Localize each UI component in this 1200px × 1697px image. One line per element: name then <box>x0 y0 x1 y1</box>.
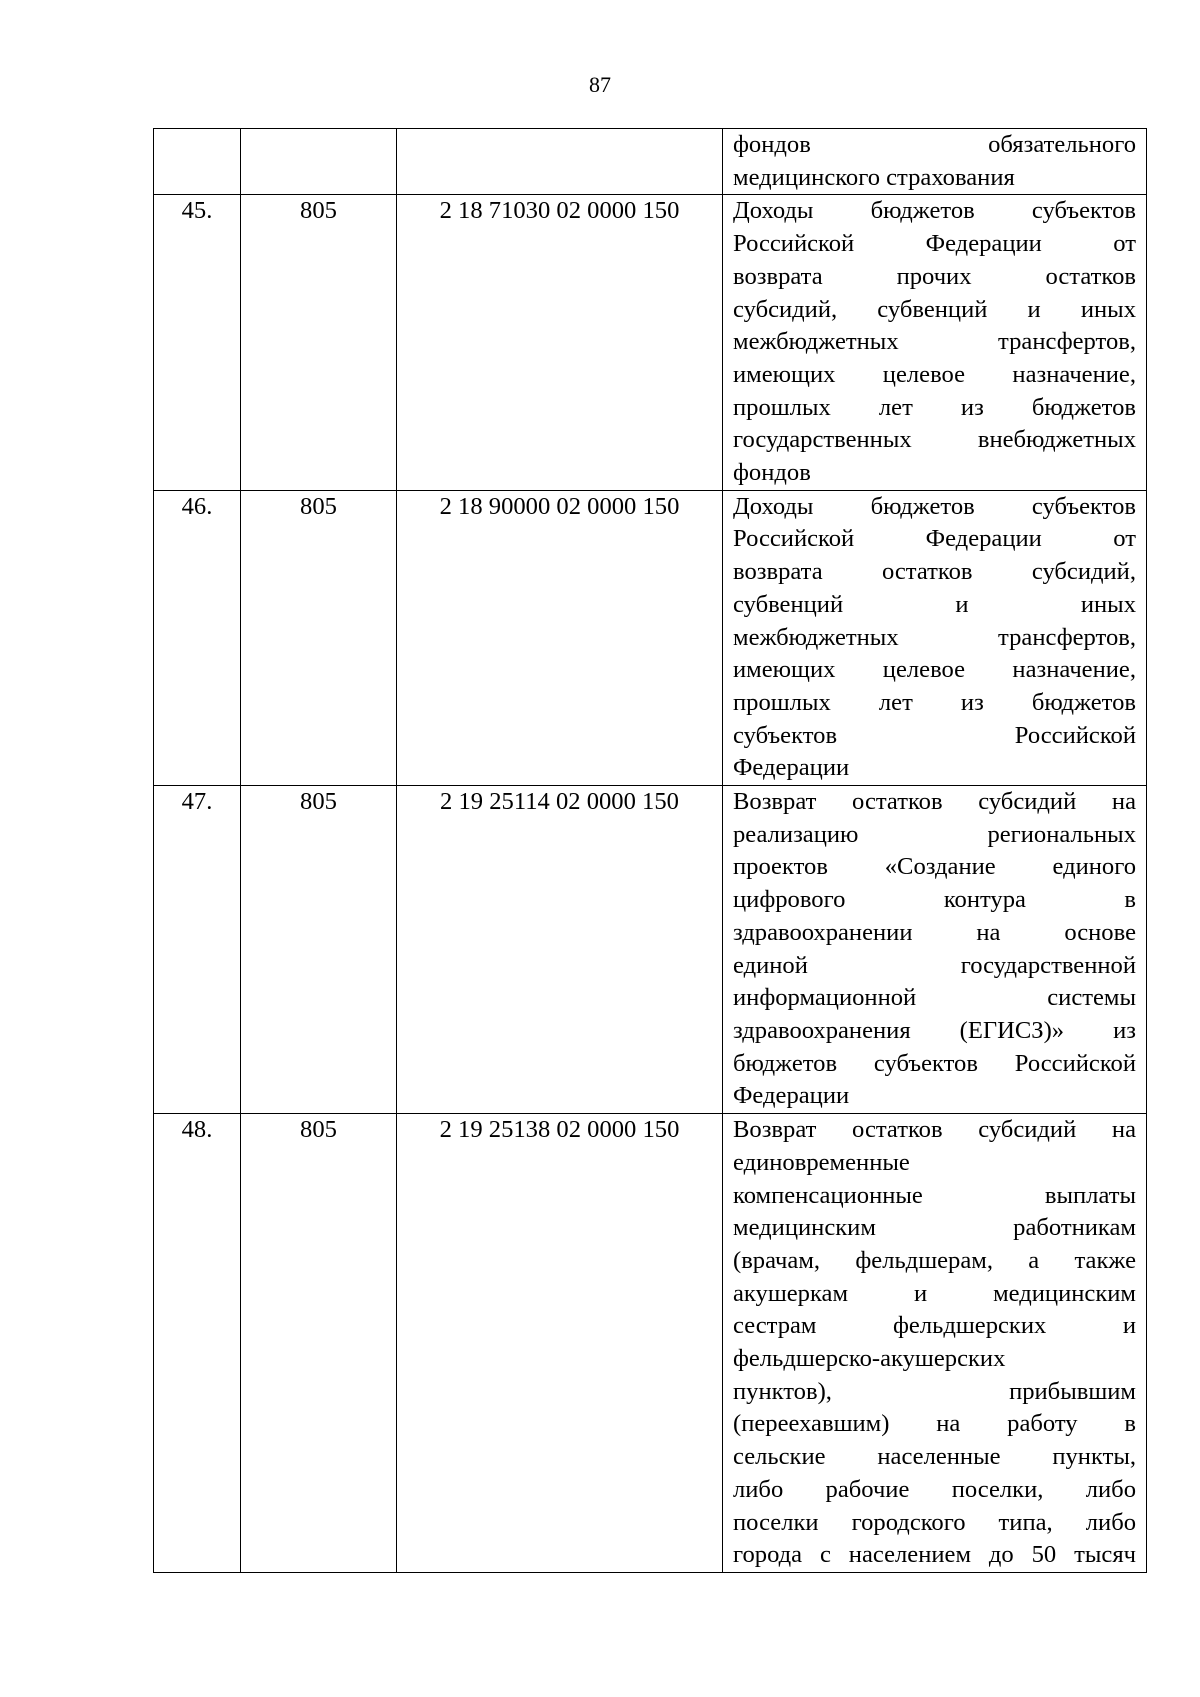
revenue-name-line: бюджетов субъектов Российской <box>733 1049 1136 1077</box>
table-row <box>154 786 1147 1114</box>
revenue-name-line: проектов «Создание единого <box>733 853 1136 881</box>
admin-code-cell: 805 <box>241 490 397 785</box>
revenue-name-line: субвенций и иных <box>733 590 1136 618</box>
table-row <box>154 490 1147 785</box>
revenue-name-line: имеющих целевое назначение, <box>733 360 1136 388</box>
revenue-name-cell <box>723 490 1147 785</box>
revenue-name-cell <box>723 786 1147 1114</box>
revenue-name-line: единовременные <box>733 1148 910 1176</box>
revenue-name-cell <box>723 129 1147 195</box>
revenue-name-line: цифрового контура в <box>733 886 1136 914</box>
revenue-name-line: (врачам, фельдшерам, а также <box>733 1246 1136 1274</box>
revenue-name-line: здравоохранении на основе <box>733 918 1136 946</box>
revenue-name-line: здравоохранения (ЕГИСЗ)» из <box>733 1016 1136 1044</box>
revenue-name-line: фондов <box>733 459 811 487</box>
admin-code-cell: 805 <box>241 786 397 1114</box>
revenue-name-line: единой государственной <box>733 951 1136 979</box>
revenue-name-line: медицинским работникам <box>733 1214 1136 1242</box>
revenue-name-line: сестрам фельдшерских и <box>733 1312 1136 1340</box>
revenue-name-line: компенсационные выплаты <box>733 1181 1136 1209</box>
budget-revenue-table <box>153 128 1147 1573</box>
revenue-name-line: прошлых лет из бюджетов <box>733 688 1136 716</box>
revenue-name-line: либо рабочие поселки, либо <box>733 1475 1136 1503</box>
budget-code-cell <box>397 129 723 195</box>
revenue-name-line: прошлых лет из бюджетов <box>733 393 1136 421</box>
budget-code-cell: 2 18 71030 02 0000 150 <box>397 195 723 490</box>
revenue-name-line: государственных внебюджетных <box>733 426 1136 454</box>
budget-code-cell: 2 19 25114 02 0000 150 <box>397 786 723 1114</box>
revenue-name-line: поселки городского типа, либо <box>733 1508 1136 1536</box>
row-number-cell <box>154 129 241 195</box>
admin-code-cell: 805 <box>241 1114 397 1573</box>
row-number-cell: 46. <box>154 490 241 785</box>
revenue-name-line: субсидий, субвенций и иных <box>733 295 1136 323</box>
row-number-cell: 48. <box>154 1114 241 1573</box>
row-number-cell: 45. <box>154 195 241 490</box>
revenue-name-line: Российской Федерации от <box>733 525 1136 553</box>
table-row <box>154 129 1147 195</box>
revenue-name-line: пунктов), прибывшим <box>733 1377 1136 1405</box>
revenue-name-line: информационной системы <box>733 984 1136 1012</box>
revenue-name-line: межбюджетных трансфертов, <box>733 328 1136 356</box>
revenue-name-line: субъектов Российской <box>733 721 1136 749</box>
table-row <box>154 1114 1147 1573</box>
revenue-name-line: имеющих целевое назначение, <box>733 656 1136 684</box>
revenue-name-cell <box>723 195 1147 490</box>
revenue-name-line: Доходы бюджетов субъектов <box>733 492 1136 520</box>
budget-code-cell: 2 18 90000 02 0000 150 <box>397 490 723 785</box>
table-row <box>154 195 1147 490</box>
revenue-name-line: Доходы бюджетов субъектов <box>733 197 1136 225</box>
revenue-name-line: фондов обязательного <box>733 131 1136 158</box>
revenue-name-line: Возврат остатков субсидий на <box>733 788 1136 816</box>
admin-code-cell <box>241 129 397 195</box>
revenue-name-line: межбюджетных трансфертов, <box>733 623 1136 651</box>
revenue-name-line: медицинского страхования <box>733 163 1015 191</box>
revenue-name-line: реализацию региональных <box>733 820 1136 848</box>
revenue-name-line: возврата прочих остатков <box>733 262 1136 290</box>
revenue-name-line: Российской Федерации от <box>733 230 1136 258</box>
revenue-name-line: фельдшерско-акушерских <box>733 1345 1006 1373</box>
revenue-name-line: акушеркам и медицинским <box>733 1279 1136 1307</box>
table-body <box>154 129 1147 1573</box>
revenue-name-line: сельские населенные пункты, <box>733 1443 1136 1471</box>
revenue-name-line: возврата остатков субсидий, <box>733 558 1136 586</box>
revenue-name-line: Федерации <box>733 1082 850 1110</box>
admin-code-cell: 805 <box>241 195 397 490</box>
revenue-name-line: города с населением до 50 тысяч <box>733 1541 1136 1569</box>
revenue-name-line: (переехавшим) на работу в <box>733 1410 1136 1438</box>
row-number-cell: 47. <box>154 786 241 1114</box>
revenue-name-line: Федерации <box>733 754 850 782</box>
budget-code-cell: 2 19 25138 02 0000 150 <box>397 1114 723 1573</box>
revenue-name-cell <box>723 1114 1147 1573</box>
revenue-name-line: Возврат остатков субсидий на <box>733 1116 1136 1144</box>
page-number: 87 <box>589 72 611 97</box>
